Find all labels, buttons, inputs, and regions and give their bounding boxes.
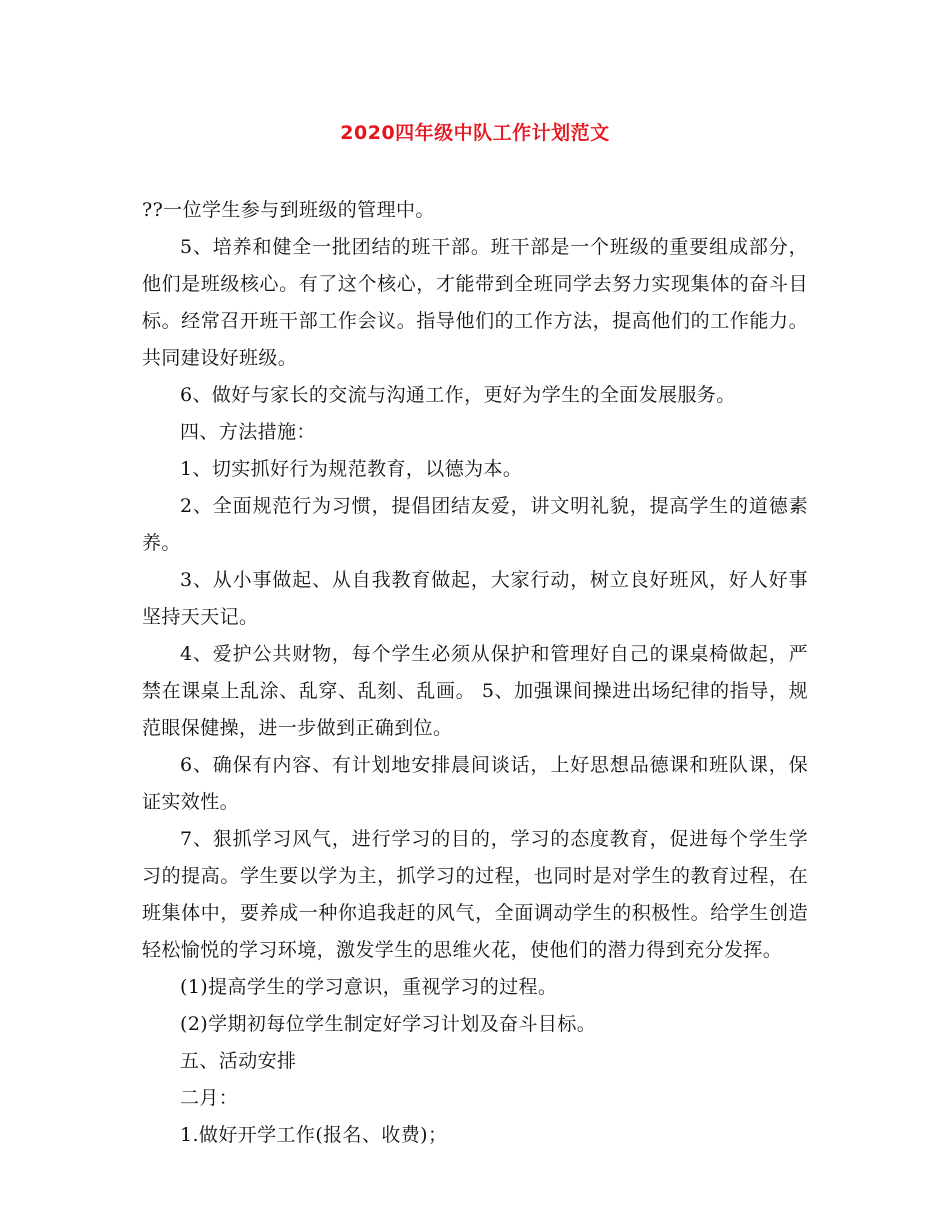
document-body	[142, 192, 808, 1154]
document-title: 2020四年级中队工作计划范文	[340, 122, 610, 144]
paragraph: 二月：	[180, 1087, 239, 1109]
section-heading: 四、方法措施：	[180, 421, 316, 443]
paragraph: 4、爱护公共财物，每个学生必须从保护和管理好自己的课桌椅做起，严禁在课桌上乱涂、乱穿、乱刻、乱画。 5、加强课间操进出场纪律的指导，规范眼保健操，进一步做到正确到位。	[142, 643, 808, 739]
paragraph: ??一位学生参与到班级的管理中。	[142, 199, 435, 221]
paragraph: (1)提高学生的学习意识，重视学习的过程。	[180, 976, 558, 998]
paragraph: 1、切实抓好行为规范教育，以德为本。	[180, 458, 523, 480]
paragraph: 2、全面规范行为习惯，提倡团结友爱，讲文明礼貌，提高学生的道德素养。	[142, 495, 808, 554]
paragraph: 5、培养和健全一批团结的班干部。班干部是一个班级的重要组成部分，他们是班级核心。有了这个核心，才能带到全班同学去努力实现集体的奋斗目标。经常召开班干部工作会议。指导他们的工作方法，提高他们的工作能力。共同建设好班级。	[142, 236, 808, 369]
section-heading: 五、活动安排	[180, 1050, 297, 1072]
paragraph: 6、确保有内容、有计划地安排晨间谈话，上好思想品德课和班队课，保证实效性。	[142, 754, 808, 813]
paragraph: 6、做好与家长的交流与沟通工作，更好为学生的全面发展服务。	[180, 384, 736, 406]
paragraph: (2)学期初每位学生制定好学习计划及奋斗目标。	[180, 1013, 597, 1035]
paragraph: 3、从小事做起、从自我教育做起，大家行动，树立良好班风，好人好事坚持天天记。	[142, 569, 808, 628]
paragraph: 1.做好开学工作(报名、收费)；	[180, 1124, 448, 1146]
paragraph: 7、狠抓学习风气，进行学习的目的，学习的态度教育，促进每个学生学习的提高。学生要以学为主，抓学习的过程，也同时是对学生的教育过程，在班集体中，要养成一种你追我赶的风气，全面调动学生的积极性。给学生创造轻松愉悦的学习环境，激发学生的思维火花，使他们的潜力得到充分发挥。	[142, 828, 808, 961]
